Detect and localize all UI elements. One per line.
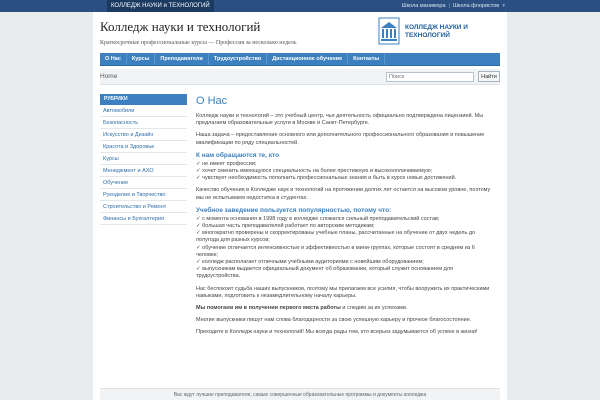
job-help-rest: и следим за их успехами. — [340, 305, 408, 312]
popularity-heading: Учебное заведение пользуется популярностью, потому что: — [196, 206, 392, 214]
list-item: ✓ обучение отличается интенсивностью и эффективностью в мини-группах, которые состоят в среднем из 6 человек; — [196, 244, 475, 258]
search-button[interactable]: Найти — [478, 71, 500, 82]
sidebar-item-handicraft[interactable]: Рукоделие и Творчество — [100, 189, 187, 201]
sidebar-heading: РУБРИКИ — [100, 94, 187, 105]
reasons-list — [196, 216, 498, 281]
sidebar-item-finance[interactable]: Финансы и Бухгалтерия — [100, 213, 187, 225]
chevron-down-icon[interactable]: ▾ — [502, 3, 505, 9]
invitation-paragraph: Приходите в Колледж науки и технологий! Мы всегда рады тем, кто всерьез задумывается об успехе в жизни! — [196, 329, 478, 336]
divider: | — [448, 3, 450, 9]
list-item: ✓ не имеет профессии; — [196, 160, 257, 167]
nav-employment[interactable]: Трудоустройство — [209, 53, 267, 65]
list-item: ✓ многократно проверены и скорректированы учебные планы, рассчитанные на обучение от двух недель до полугода для разных курсов; — [196, 230, 476, 244]
sidebar-item-management[interactable]: Менеджмент и АХО — [100, 165, 187, 177]
sidebar-item-construction[interactable]: Строительство и Ремонт — [100, 201, 187, 213]
page-container — [93, 12, 507, 400]
sidebar — [100, 94, 187, 225]
list-item: ✓ хочет сменить имеющуюся специальность на более престижную и высокооплачиваемую; — [196, 168, 433, 175]
logo-text[interactable]: КОЛЛЕДЖ НАУКИ И ТЕХНОЛОГИЙ — [405, 24, 468, 39]
nav-contacts[interactable]: Контакты — [348, 53, 385, 65]
sidebar-item-cars[interactable]: Автомобили — [100, 105, 187, 117]
top-links — [399, 0, 505, 12]
sidebar-item-beauty-health[interactable]: Красота и Здоровье — [100, 141, 187, 153]
top-link-florist-school[interactable]: Школа флористов — [452, 3, 500, 9]
top-bar — [0, 0, 600, 12]
sidebar-item-safety[interactable]: Безопасность — [100, 117, 187, 129]
search-input[interactable] — [386, 72, 474, 82]
sidebar-item-courses[interactable]: Курсы — [100, 153, 187, 165]
site-tagline: Краткосрочные профессиональные курсы — Профессия за несколько недель — [100, 40, 297, 46]
nav-teachers[interactable]: Преподаватели — [155, 53, 209, 65]
job-help-bold: Мы помогаем им в получении первого места работы — [196, 305, 341, 312]
list-item: ✓ большая часть преподавателей работает по авторским методикам; — [196, 223, 375, 230]
quality-paragraph: Качество обучения в Колледже наук и технологий на протяжении долгих лет остается на высоком уровне, поэтому мы не испытываем недостатка в студентах. — [196, 187, 491, 201]
site-title[interactable]: Колледж науки и технологий — [100, 19, 261, 34]
nav-courses[interactable]: Курсы — [127, 53, 155, 65]
sidebar-item-art-design[interactable]: Искусство и Дизайн — [100, 129, 187, 141]
sidebar-item-education[interactable]: Обучение — [100, 177, 187, 189]
page-title: О Нас — [196, 95, 228, 107]
nav-distance-learning[interactable]: Дистанционное обучение — [267, 53, 348, 65]
gratitude-paragraph: Многие выпускники пишут нам слова благодарности за свою успешную карьеру и прочное благосостояние. — [196, 317, 472, 324]
audience-list — [196, 161, 498, 183]
top-link-manicure-school[interactable]: Школа маникюра — [401, 3, 446, 9]
breadcrumb-bar — [100, 69, 500, 85]
site-header — [93, 12, 507, 50]
college-building-icon[interactable] — [378, 17, 400, 45]
list-item: ✓ чувствует необходимость пополнить профессиональные знания и быть в курсе новых достижений. — [196, 175, 457, 182]
main-nav — [100, 53, 500, 66]
intro-paragraph: Колледж науки и технологий – это учебный центр, чья деятельность официально подтверждена лицензией. Мы предлагаем образовательные услуги в Москве и Санкт-Петербурге. — [196, 113, 484, 127]
footer: Вас ждут лучшие преподаватели, самые совершенные образовательные программы и документы колледжа — [100, 388, 500, 400]
breadcrumb[interactable]: Home — [100, 73, 118, 80]
list-item: ✓ колледж располагает отличными учебными аудиториями с новейшим оборудованием; — [196, 259, 424, 266]
main-content — [196, 95, 498, 342]
list-item: ✓ с момента основания в 1998 году в колледже сложился сильный преподавательский состав; — [196, 215, 440, 222]
mission-paragraph: Наша задача – предоставление основного или дополнительного профессионального образования и повышение квалификации по ряду специальностей. — [196, 132, 485, 146]
audience-heading: К нам обращаются те, кто — [196, 151, 280, 159]
list-item: ✓ выпускникам выдается официальный документ об образовании, который служит основанием для трудоустройства. — [196, 266, 454, 280]
nav-about[interactable]: О Нас — [100, 53, 127, 65]
job-help-paragraph — [196, 305, 498, 312]
site-tag[interactable]: КОЛЛЕДЖ НАУКИ и ТЕХНОЛОГИЙ — [107, 0, 214, 12]
graduates-paragraph: Нас беспокоит судьба наших выпускников, поэтому мы прилагаем все усилия, чтобы вооружить их практическими навыками, подготовить к незамедлительному началу карьеры. — [196, 285, 490, 299]
